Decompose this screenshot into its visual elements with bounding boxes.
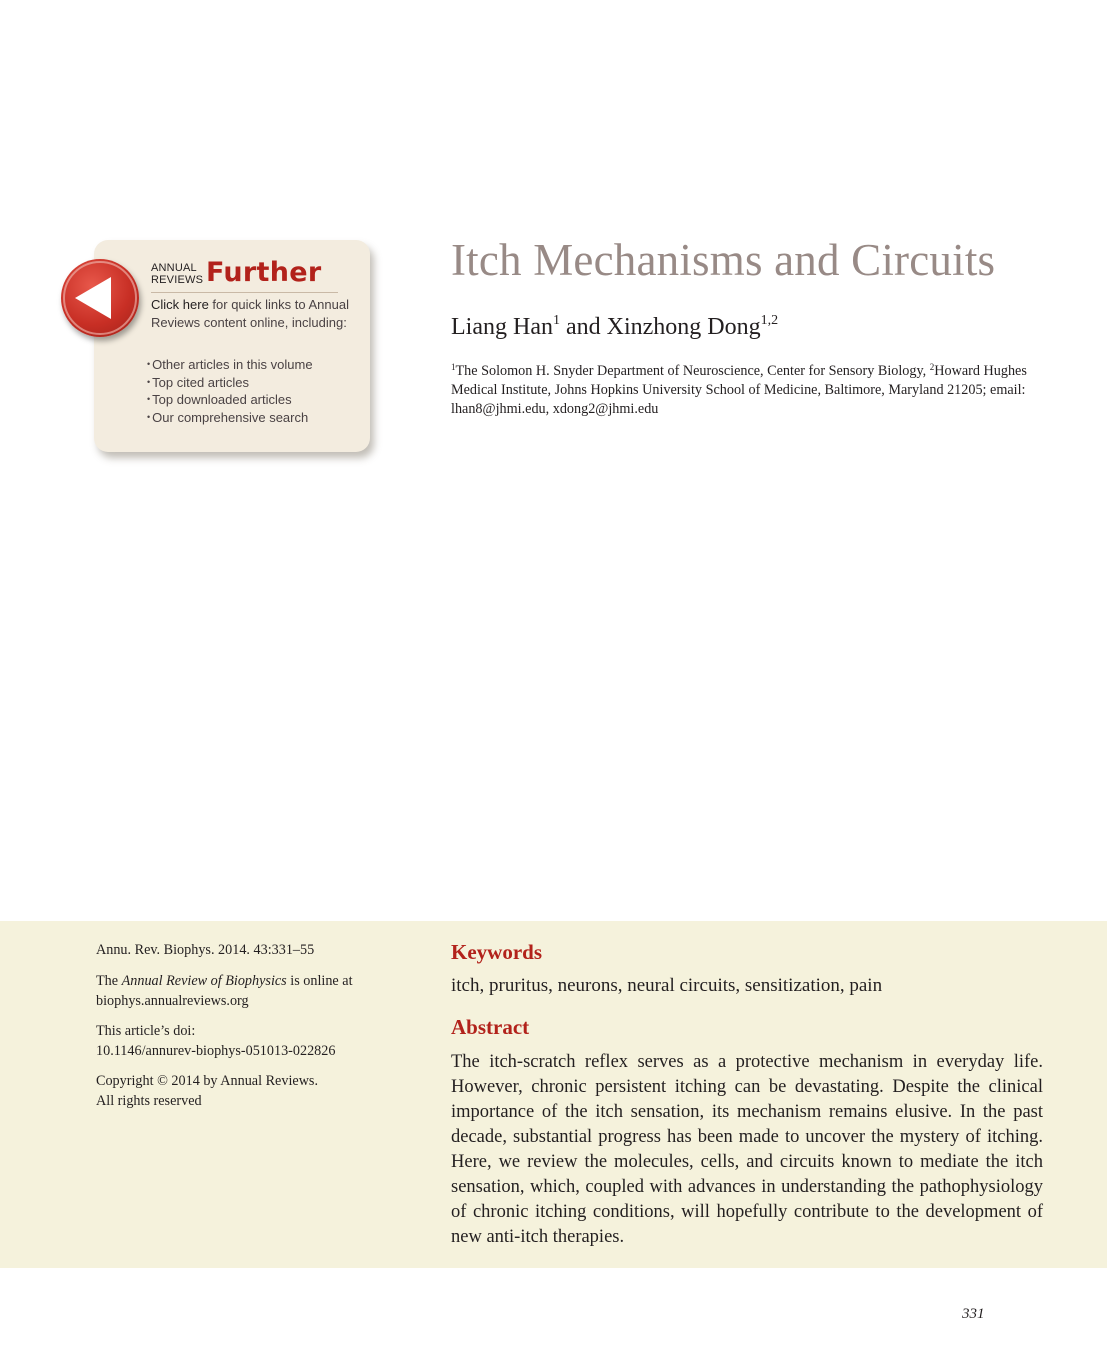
article-affiliations	[451, 358, 1051, 419]
further-description-text: for quick links to Annual Reviews content online, including:	[151, 297, 349, 330]
online-post: is online at	[286, 973, 353, 989]
further-link-search[interactable]: • Our comprehensive search	[147, 409, 313, 427]
affil-marker-2: 2	[929, 362, 935, 372]
doi-label: This article’s doi:	[96, 1023, 196, 1039]
rights-text: All rights reserved	[96, 1092, 202, 1109]
further-links-list	[147, 356, 313, 426]
affil-marker-1: 1	[451, 362, 456, 372]
author-dong-affil: 1,2	[760, 313, 779, 328]
affil-text-1: The Solomon H. Snyder Department of Neuroscience, Center for Sensory Biology,	[455, 363, 930, 379]
brand-line-annual: ANNUAL	[151, 262, 197, 274]
brand-line-reviews: REVIEWS	[151, 274, 204, 286]
left-triangle-icon	[61, 259, 139, 337]
copyright-block	[96, 1072, 396, 1111]
further-link-top-downloaded[interactable]: • Top downloaded articles	[147, 391, 313, 409]
back-arrow-icon[interactable]	[61, 259, 139, 337]
further-description	[151, 296, 351, 331]
article-authors	[451, 313, 778, 341]
further-link-other-articles[interactable]: • Other articles in this volume	[147, 356, 313, 374]
author-han-affil: 1	[552, 313, 560, 328]
keywords-heading: Keywords	[451, 940, 542, 964]
further-divider	[151, 292, 338, 293]
page-number: 331	[962, 1306, 985, 1322]
journal-url[interactable]: biophys.annualreviews.org	[96, 992, 249, 1009]
online-pre: The	[96, 973, 122, 989]
abstract-text: The itch-scratch reflex serves as a protective mechanism in everyday life. However, chronic persistent itching can be devastating. Despite the clinical importance of the itch sensation, its mechanism remains elusive. In the past decade, substantial progress has been made to uncover the mystery of itching. Here, we review the molecules, cells, and circuits known to mediate the itch sensation, which, coupled with advances in understanding the pathophysiology of chronic itching conditions, will hopefully contribute to the development of new anti-itch therapies.	[451, 1052, 1043, 1247]
keywords-text: itch, pruritus, neurons, neural circuits, sensitization, pain	[451, 975, 883, 996]
journal-name: Annual Review of Biophysics	[121, 973, 287, 989]
citation: Annu. Rev. Biophys. 2014. 43:331–55	[96, 942, 315, 958]
further-title: Further	[206, 257, 322, 288]
further-link-top-cited[interactable]: • Top cited articles	[147, 374, 313, 392]
author-han: Liang Han	[451, 314, 553, 340]
affil-text-2: Howard Hughes Medical Institute, Johns Hopkins University School of Medicine, Baltimore, Maryland 21205; email: lhan8@jhmi.edu, xdong2@jhmi.edu	[451, 363, 1027, 417]
copyright-text: Copyright © 2014 by Annual Reviews.	[96, 1073, 319, 1089]
article-title: Itch Mechanisms and Circuits	[451, 235, 996, 285]
doi-block	[96, 1022, 396, 1061]
journal-online-note	[96, 972, 396, 1011]
author-dong: Xinzhong Dong	[606, 314, 761, 340]
abstract-heading: Abstract	[451, 1015, 530, 1039]
doi-value[interactable]: 10.1146/annurev-biophys-051013-022826	[96, 1042, 336, 1059]
click-here-link[interactable]: Click here	[151, 297, 209, 312]
annual-reviews-logo	[151, 262, 203, 286]
author-join: and	[559, 314, 607, 340]
